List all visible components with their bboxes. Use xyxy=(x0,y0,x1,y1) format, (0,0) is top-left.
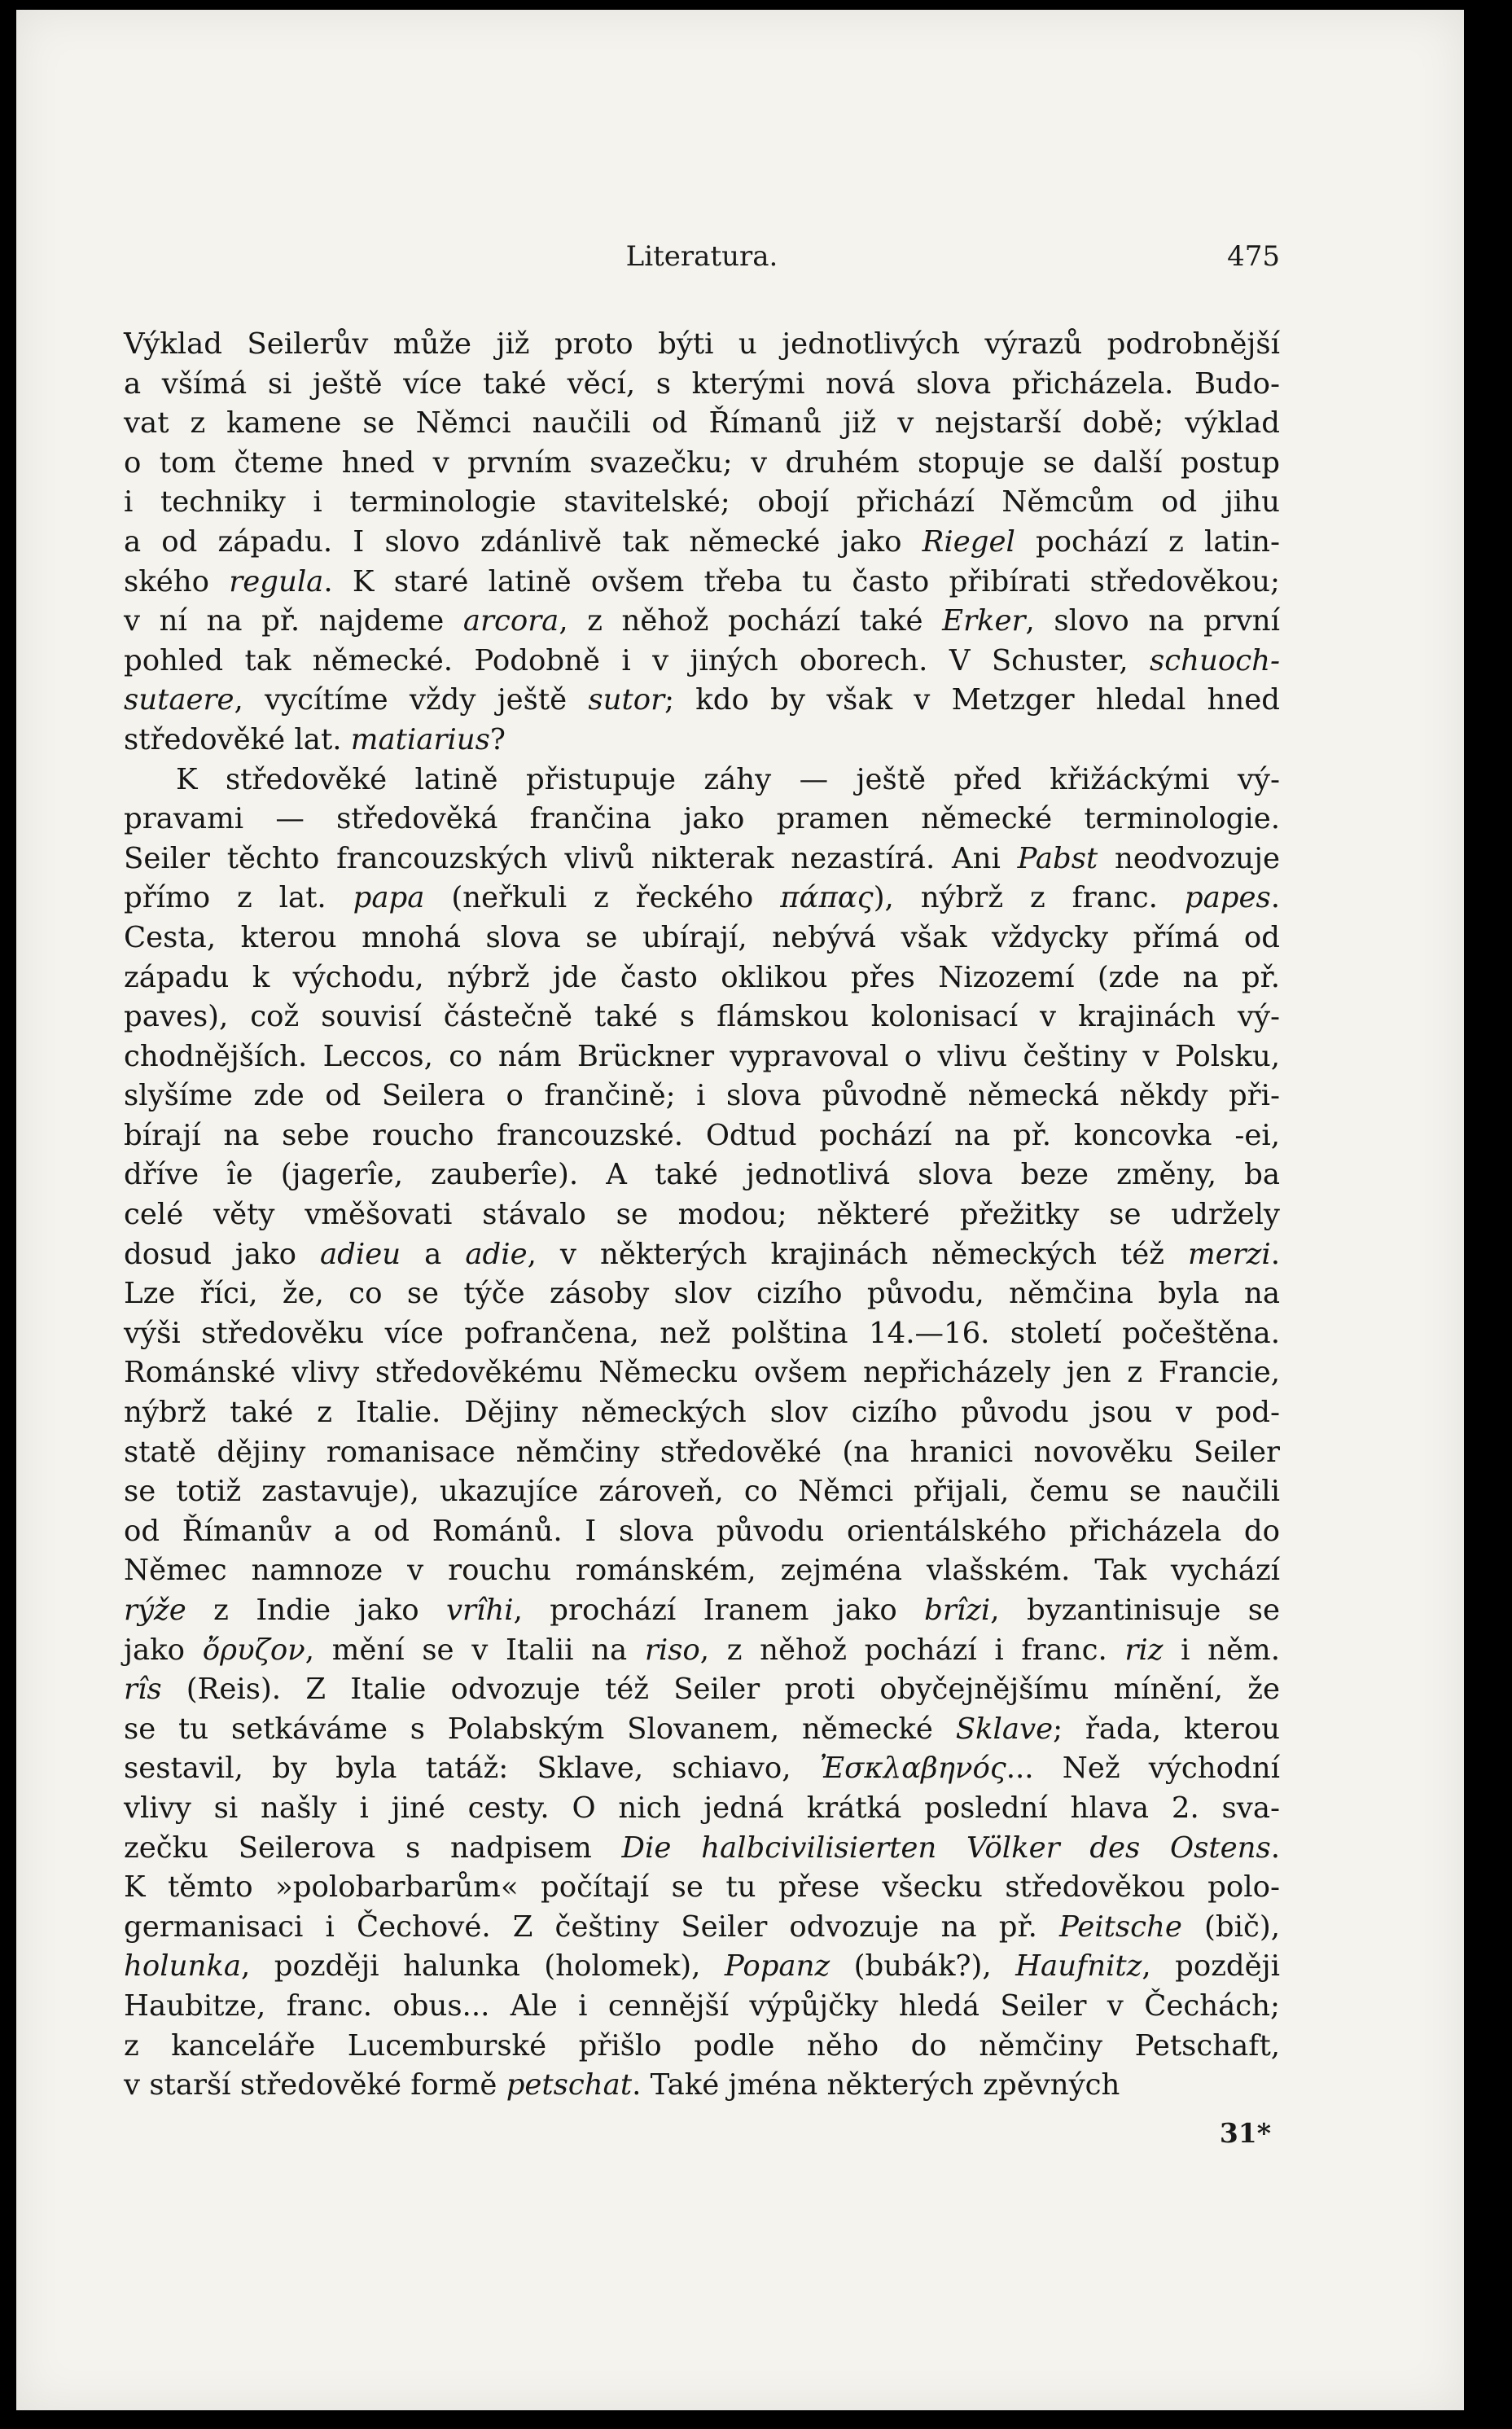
text-run: . K staré latině ovšem třeba tu často přibírati středověkou; xyxy=(323,564,1281,598)
italic-term: schuoch- xyxy=(1150,643,1280,677)
text-run: neodvozuje xyxy=(1098,841,1280,875)
signature-mark: 31* xyxy=(1219,2117,1271,2149)
text-line xyxy=(124,1433,1280,1473)
italic-term: ὄρυζον xyxy=(202,1633,305,1667)
text-run: Výklad Seilerův může již proto býti u jednotlivých výrazů podrobnější xyxy=(124,327,1280,361)
text-run: bírají na sebe roucho francouzské. Odtud pochází na př. koncovka -ei, xyxy=(124,1118,1280,1152)
book-page xyxy=(16,10,1464,2410)
italic-term: rýže xyxy=(124,1594,186,1627)
text-line xyxy=(124,958,1280,998)
text-line xyxy=(124,1076,1280,1116)
text-run: se tu setkáváme s Polabským Slovanem, německé xyxy=(124,1712,956,1746)
italic-term: matiarius xyxy=(350,722,490,756)
italic-term: merzi xyxy=(1188,1237,1271,1271)
text-run: . xyxy=(1270,1831,1280,1865)
italic-term: sutaere xyxy=(124,683,234,717)
text-run: ? xyxy=(489,722,506,756)
text-run: K středověké latině přistupuje záhy — ještě před křižáckými vý- xyxy=(176,762,1280,796)
text-run: , slovo na první xyxy=(1025,604,1280,638)
italic-term: rîs xyxy=(124,1673,162,1707)
text-line xyxy=(124,879,1280,919)
text-line xyxy=(124,2027,1280,2067)
italic-term: papes xyxy=(1184,881,1271,915)
text-run: sestavil, by byla tatáž: Sklave, schiavo, xyxy=(124,1752,820,1786)
italic-term: riso xyxy=(644,1633,700,1667)
text-run: Haubitze, franc. obus... Ale i cennější výpůjčky hledá Seiler v Čechách; xyxy=(124,1988,1280,2023)
text-run: se totiž zastavuje), ukazujíce zároveň, co Němci přijali, čemu se naučili xyxy=(124,1475,1280,1509)
text-line xyxy=(124,325,1280,365)
text-run: z kanceláře Lucemburské přišlo podle něho do němčiny Petschaft, xyxy=(124,2028,1280,2063)
text-run: o tom čteme hned v prvním svazečku; v druhém stopuje se další postup xyxy=(124,445,1280,480)
text-run: pravami — středověká frančina jako pramen německé terminologie. xyxy=(124,802,1280,836)
text-line xyxy=(124,365,1280,405)
text-run: pochází z latin- xyxy=(1015,524,1280,559)
text-line xyxy=(124,483,1280,523)
text-run: K těmto »polobarbarům« počítají se tu přese všecku středověkou polo- xyxy=(124,1870,1280,1905)
italic-term: vrîhi xyxy=(445,1594,514,1627)
italic-term: Sklave xyxy=(955,1712,1054,1746)
text-run: celé věty vměšovati stávalo se modou; některé přežitky se udržely xyxy=(124,1198,1280,1232)
text-line xyxy=(124,1314,1280,1354)
text-run: chodnějších. Leccos, co nám Brückner vypravoval o vlivu češtiny v Polsku, xyxy=(124,1039,1280,1073)
text-run: ; kdo by však v Metzger hledal hned xyxy=(664,683,1281,717)
body-text xyxy=(124,325,1280,2106)
text-run: (bič), xyxy=(1181,1909,1280,1944)
text-run: Lze říci, že, co se týče zásoby slov cizího původu, němčina byla na xyxy=(124,1277,1280,1311)
header-title: Literatura. xyxy=(625,240,778,273)
text-run: Románské vlivy středověkému Německu ovšem nepřicházely jen z Francie, xyxy=(124,1356,1280,1390)
text-run: , později halunka (holomek), xyxy=(241,1949,725,1984)
text-run: , z něhož pochází také xyxy=(559,604,943,638)
text-line xyxy=(124,444,1280,484)
italic-term: Riegel xyxy=(922,524,1015,559)
text-run: , v některých krajinách německých též xyxy=(527,1237,1189,1271)
italic-term: adie xyxy=(465,1237,528,1271)
text-run: , vycítíme vždy ještě xyxy=(234,683,589,717)
italic-term: Peitsche xyxy=(1059,1909,1182,1944)
text-run: Seiler těchto francouzských vlivů nikterak nezastírá. Ani xyxy=(124,841,1018,875)
text-line xyxy=(124,681,1280,721)
italic-term: regula xyxy=(229,564,324,598)
text-run: , z něhož pochází i franc. xyxy=(699,1633,1125,1667)
text-run: paves), což souvisí částečně také s flámskou kolonisací v krajinách vý- xyxy=(124,1000,1280,1034)
text-run: . xyxy=(1270,881,1280,915)
text-line xyxy=(124,602,1280,642)
text-line xyxy=(124,1195,1280,1235)
text-run: i něm. xyxy=(1163,1633,1280,1667)
page-number: 475 xyxy=(1227,240,1280,273)
italic-term: brîzi xyxy=(924,1594,991,1627)
text-run: a od západu. I slovo zdánlivě tak německé jako xyxy=(124,524,923,559)
italic-term: Pabst xyxy=(1017,841,1098,875)
text-line xyxy=(124,1591,1280,1631)
text-run: , mění se v Italii na xyxy=(305,1633,645,1667)
italic-term: Haufnitz xyxy=(1015,1949,1142,1984)
text-run: jako xyxy=(124,1633,203,1667)
text-run: středověké lat. xyxy=(124,722,351,756)
text-line xyxy=(124,404,1280,444)
text-run: . Také jména některých zpěvných xyxy=(632,2068,1120,2102)
text-run: (bubák?), xyxy=(830,1949,1016,1984)
text-run: germanisaci i Čechové. Z češtiny Seiler odvozuje na př. xyxy=(124,1909,1060,1944)
text-line xyxy=(124,1908,1280,1948)
text-line xyxy=(124,563,1280,603)
text-run: , byzantinisuje se xyxy=(990,1594,1280,1627)
text-line xyxy=(124,1472,1280,1512)
text-line xyxy=(124,523,1280,563)
text-run: z Indie jako xyxy=(186,1594,446,1627)
italic-term: Erker xyxy=(942,604,1026,638)
text-line xyxy=(124,721,1280,761)
italic-term: petschat xyxy=(506,2068,633,2102)
text-run: vlivy si našly i jiné cesty. O nich jedná krátká poslední hlava 2. sva- xyxy=(124,1791,1280,1825)
text-line xyxy=(124,840,1280,879)
text-line xyxy=(124,1235,1280,1275)
italic-term: sutor xyxy=(588,683,665,717)
text-line xyxy=(124,1116,1280,1156)
text-line xyxy=(124,1947,1280,1987)
text-run: a všímá si ještě více také věcí, s kterými nová slova přicházela. Budo- xyxy=(124,366,1280,401)
italic-term: holunka xyxy=(124,1949,241,1984)
text-line xyxy=(124,1710,1280,1750)
text-line xyxy=(124,1749,1280,1789)
text-run: . xyxy=(1270,1237,1281,1271)
running-header xyxy=(124,240,1280,281)
text-run: statě dějiny romanisace němčiny středověké (na hranici novověku Seiler xyxy=(124,1435,1280,1469)
text-run: slyšíme zde od Seilera o frančině; i slova původně německá někdy při- xyxy=(124,1079,1280,1113)
text-run: Němec namnoze v rouchu románském, zejména vlašském. Tak vychází xyxy=(124,1554,1280,1588)
text-run: pohled tak německé. Podobně i v jiných oborech. V Schuster, xyxy=(124,643,1150,677)
text-line xyxy=(124,642,1280,682)
text-run: vat z kamene se Němci naučili od Římanů již v nejstarší době; výklad xyxy=(124,406,1280,441)
text-line xyxy=(124,1274,1280,1314)
text-run: v starší středověké formě xyxy=(124,2068,506,2102)
text-run: výši středověku více pofrančena, než polština 14.—16. století počeštěna. xyxy=(124,1316,1280,1350)
text-line xyxy=(124,919,1280,958)
text-run: i techniky i terminologie stavitelské; obojí přichází Němcům od jihu xyxy=(124,485,1280,520)
text-line xyxy=(124,1037,1280,1077)
text-line xyxy=(124,1551,1280,1591)
text-line xyxy=(124,1829,1280,1869)
text-run: od Římanův a od Románů. I slova původu orientálského přicházela do xyxy=(124,1514,1280,1548)
text-run: ; řada, kterou xyxy=(1053,1712,1280,1746)
italic-term: Die halbcivilisierten Völker des Ostens xyxy=(621,1831,1271,1865)
text-run: dosud jako xyxy=(124,1237,321,1271)
text-run: , později xyxy=(1142,1949,1281,1984)
text-line xyxy=(124,1353,1280,1393)
text-run: (neřkuli z řeckého xyxy=(424,881,781,915)
italic-term: riz xyxy=(1124,1633,1164,1667)
text-line xyxy=(124,1155,1280,1195)
text-run: dříve îe (jagerîe, zauberîe). A také jednotlivá slova beze změny, ba xyxy=(124,1158,1280,1192)
text-run: v ní na př. najdeme xyxy=(124,604,463,638)
text-run: ského xyxy=(124,564,230,598)
italic-term: πάπας xyxy=(780,881,874,915)
text-run: nýbrž také z Italie. Dějiny německých slov cizího původu jsou v pod- xyxy=(124,1396,1280,1430)
italic-term: Popanz xyxy=(724,1949,831,1984)
text-run: ), nýbrž z franc. xyxy=(873,881,1185,915)
text-line xyxy=(124,800,1280,840)
text-line xyxy=(124,1789,1280,1829)
italic-term: arcora xyxy=(462,604,559,638)
text-line xyxy=(124,1512,1280,1552)
text-line xyxy=(124,997,1280,1037)
text-line xyxy=(124,1393,1280,1433)
italic-term: papa xyxy=(353,881,425,915)
italic-term: adieu xyxy=(320,1237,401,1271)
italic-term: Ἐσκλαβηνός xyxy=(819,1752,1006,1786)
text-run: západu k východu, nýbrž jde často oklikou přes Nizozemí (zde na př. xyxy=(124,960,1280,994)
text-line xyxy=(124,1631,1280,1671)
text-line xyxy=(124,1987,1280,2027)
text-line xyxy=(124,1868,1280,1908)
text-line xyxy=(124,1670,1280,1710)
text-run: ... Než východní xyxy=(1006,1752,1280,1786)
text-run: Cesta, kterou mnohá slova se ubírají, nebývá však vždycky přímá od xyxy=(124,920,1280,954)
text-line xyxy=(124,2066,1280,2106)
text-run: , prochází Iranem jako xyxy=(513,1594,925,1627)
text-run: zečku Seilerova s nadpisem xyxy=(124,1831,622,1865)
text-run: a xyxy=(401,1237,466,1271)
text-run: (Reis). Z Italie odvozuje též Seiler proti obyčejnějšímu mínění, že xyxy=(161,1673,1280,1707)
text-line xyxy=(124,761,1280,800)
text-run: přímo z lat. xyxy=(124,881,353,915)
